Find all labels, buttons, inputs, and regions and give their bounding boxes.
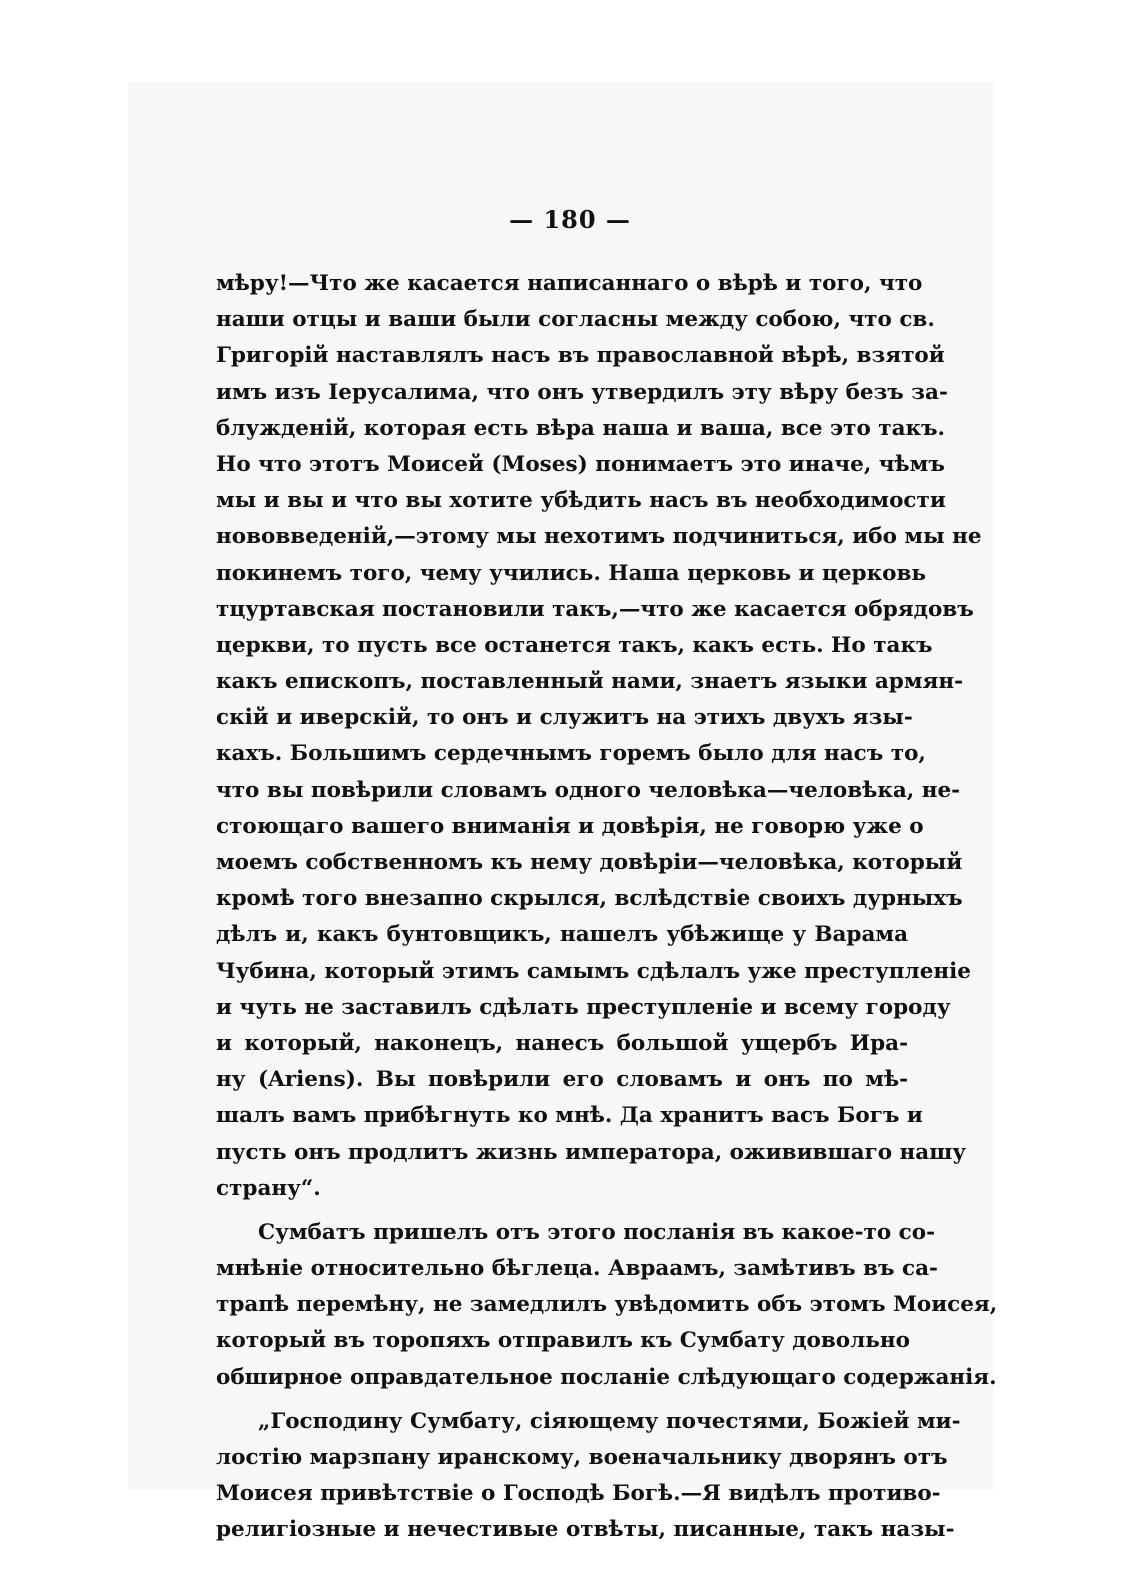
- text-line: наши отцы и ваши были согласны между собою, что св.: [216, 307, 935, 333]
- text-line: пусть онъ продлитъ жизнь императора, оживившаго нашу: [216, 1139, 967, 1165]
- body-text: [216, 266, 998, 1549]
- paragraph: [216, 266, 982, 1207]
- text-line: какъ епископъ, поставленный нами, знаетъ языки армян-: [216, 669, 964, 695]
- text-line: дѣлъ и, какъ бунтовщикъ, нашелъ убѣжище у Варама: [216, 922, 908, 948]
- text-line: кахъ. Большимъ сердечнымъ горемъ было для насъ то,: [216, 741, 926, 767]
- text-line: мѣру!—Что же касается написаннаго о вѣрѣ и того, что: [216, 271, 923, 296]
- text-line: скій и иверскій, то онъ и служитъ на этихъ двухъ язы-: [216, 705, 913, 731]
- text-line: церкви, то пусть все останется такъ, какъ есть. Но такъ: [216, 632, 933, 658]
- text-line: имъ изъ Іерусалима, что онъ утвердилъ эту вѣру безъ за-: [216, 379, 948, 405]
- paragraph-gap: [216, 1396, 908, 1404]
- page-number: — 180 —: [509, 205, 631, 234]
- text-line: Сумбатъ пришелъ отъ этого посланія въ какое-то со-: [258, 1219, 936, 1245]
- text-line: кромѣ того внезапно скрылся, вслѣдствіе своихъ дурныхъ: [216, 886, 963, 912]
- text-line: ну (Ariens). Вы повѣрили его словамъ и онъ по мѣ-: [216, 1067, 908, 1093]
- text-line: трапѣ перемѣну, не замедлилъ увѣдомить объ этомъ Моисея,: [216, 1292, 998, 1318]
- text-line: покинемъ того, чему учились. Наша церковь и церковь: [216, 560, 926, 586]
- paragraph: [216, 1404, 961, 1549]
- text-line: Но что этотъ Моисей (Moses) понимаетъ это иначе, чѣмъ: [216, 451, 945, 477]
- text-line: шалъ вамъ прибѣгнуть ко мнѣ. Да хранитъ васъ Богъ и: [216, 1103, 923, 1129]
- text-line: что вы повѣрили словамъ одного человѣка—человѣка, не-: [216, 777, 961, 803]
- text-line: и который, наконецъ, нанесъ большой ущербъ Ира-: [216, 1030, 908, 1056]
- text-line: нововведеній,—этому мы нехотимъ подчиниться, ибо мы не: [216, 524, 982, 550]
- paragraph: [216, 1215, 998, 1396]
- text-line: обширное оправдательное посланіе слѣдующаго содержанія.: [216, 1364, 997, 1390]
- text-line: блужденій, которая есть вѣра наша и ваша, все это такъ.: [216, 415, 946, 441]
- text-line: мнѣніе относительно бѣглеца. Авраамъ, замѣтивъ въ са-: [216, 1256, 938, 1282]
- text-line: Григорій наставлялъ насъ въ православной вѣрѣ, взятой: [216, 343, 945, 369]
- text-line: и чуть не заставилъ сдѣлать преступленіе и всему городу: [216, 994, 951, 1020]
- text-line: страну“.: [216, 1175, 321, 1201]
- text-line: Чубина, который этимъ самымъ сдѣлалъ уже преступленіе: [216, 958, 971, 984]
- paragraph-gap: [216, 1207, 908, 1215]
- text-line: религіозные и нечестивые отвѣты, писанные, такъ назы-: [216, 1517, 955, 1543]
- text-line: „Господину Сумбату, сіяющему почестями, Божіей ми-: [258, 1408, 961, 1434]
- text-line: который въ торопяхъ отправилъ къ Сумбату довольно: [216, 1328, 910, 1354]
- text-line: Моисея привѣтствіе о Господѣ Богѣ.—Я видѣлъ противо-: [216, 1481, 941, 1507]
- text-line: лостію марзпану иранскому, военачальнику дворянъ отъ: [216, 1445, 948, 1470]
- text-line: стоющаго вашего вниманія и довѣрія, не говорю уже о: [216, 813, 924, 839]
- text-line: мы и вы и что вы хотите убѣдить насъ въ необходимости: [216, 488, 946, 514]
- text-line: моемъ собственномъ къ нему довѣріи—человѣка, который: [216, 850, 963, 875]
- text-line: тцуртавская постановили такъ,—что же касается обрядовъ: [216, 596, 974, 622]
